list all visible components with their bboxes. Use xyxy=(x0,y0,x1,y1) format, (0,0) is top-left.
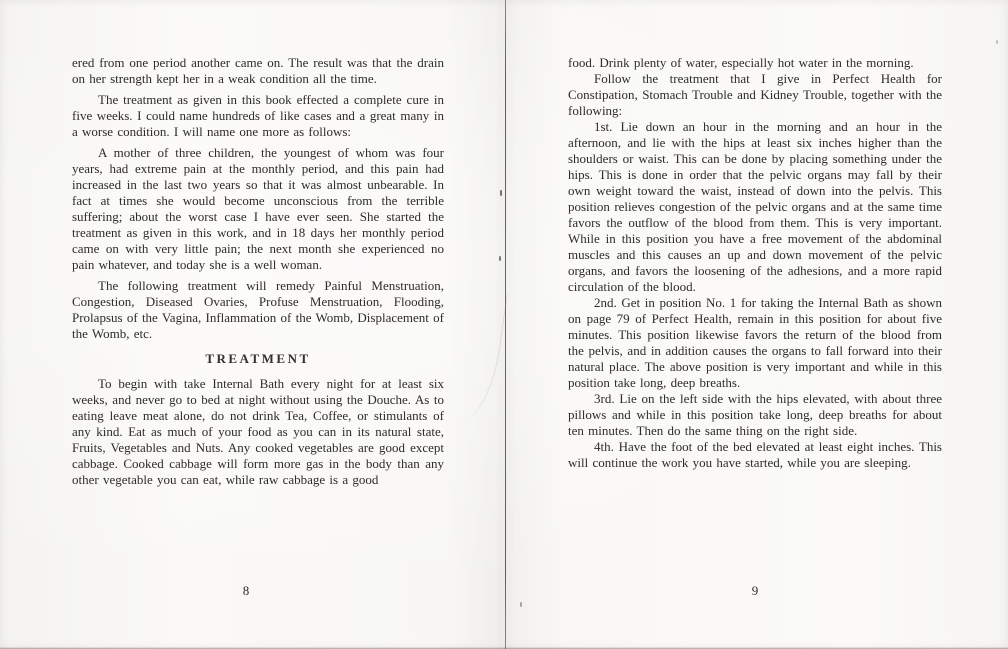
paragraph: 1st. Lie down an hour in the morning and an hour in the afternoon, and lie with the hips at least six inches higher than the shoulders or waist. This can be done by placing something under the hips. This is done in order that the pelvic organs may fall by their own weight toward the waist, instead of down into the pelvis. This position relieves congestion of the pelvic organs and at the same time favors the outflow of the blood from them. This is very important. While in this position you have a free movement of the abdominal muscles and this causes an up and down movement of the pelvic organs, and favors the loosening of the adhesions, and a more rapid circulation of the blood. xyxy=(568,119,942,294)
left-page-text-column xyxy=(72,55,444,493)
left-page-number: 8 xyxy=(242,583,250,598)
book-spine-gutter xyxy=(505,0,506,649)
paper-crease xyxy=(443,287,508,422)
paragraph: The treatment as given in this book effected a complete cure in five weeks. I could name hundreds of like cases and a great many in a worse condition. I will name one more as follows: xyxy=(72,92,444,139)
paragraph: 4th. Have the foot of the bed elevated at least eight inches. This will continue the work you have started, while you are sleeping. xyxy=(568,439,942,470)
paragraph: A mother of three children, the youngest of whom was four years, had extreme pain at the monthly period, and this pain had increased in the last two years so that it was almost unbearable. In fact at times she would become unconscious from the terrible suffering; about the worst case I have ever seen. She started the treatment as given in this work, and in 18 days her monthly period came on with very little pain; the next month she experienced no pain whatever, and today she is a well woman. xyxy=(72,145,444,272)
paragraph: ered from one period another came on. The result was that the drain on her strength kept her in a weak condition all the time. xyxy=(72,55,444,86)
paragraph: Follow the treatment that I give in Perfect Health for Constipation, Stomach Trouble and Kidney Trouble, together with the following: xyxy=(568,71,942,118)
section-heading: TREATMENT xyxy=(205,351,311,366)
paragraph: The following treatment will remedy Painful Menstruation, Congestion, Diseased Ovaries, Profuse Menstruation, Flooding, Prolapsus of the Vagina, Inflammation of the Womb, Displacement of the Womb, etc. xyxy=(72,278,444,341)
paragraph: food. Drink plenty of water, especially hot water in the morning. xyxy=(568,55,914,70)
scan-speck xyxy=(500,190,502,196)
paragraph: 3rd. Lie on the left side with the hips elevated, with about three pillows and while in this position take long, deep breaths for about ten minutes. Then do the same thing on the right side. xyxy=(568,391,942,438)
scan-speck xyxy=(996,40,998,44)
paragraph: To begin with take Internal Bath every night for at least six weeks, and never go to bed at night without using the Douche. As to eating leave meat alone, do not drink Tea, Coffee, or stimulants of any kind. Eat as much of your food as you can in its natural state, Fruits, Vegetables and Nuts. Any cooked vegetables are good except cabbage. Cooked cabbage will form more gas in the body than any other vegetable you can eat, while raw cabbage is a good xyxy=(72,376,444,487)
scan-speck xyxy=(520,602,522,607)
right-page-number: 9 xyxy=(751,583,759,598)
right-page-text-column xyxy=(568,55,942,471)
scan-speck xyxy=(499,256,501,261)
paragraph: 2nd. Get in position No. 1 for taking the Internal Bath as shown on page 79 of Perfect Health, remain in this position for about five minutes. This position likewise favors the return of the blood from the pelvis, and in addition causes the organs to fall forward into their natural place. The above position is very important and while in this position take long, deep breaths. xyxy=(568,295,942,390)
